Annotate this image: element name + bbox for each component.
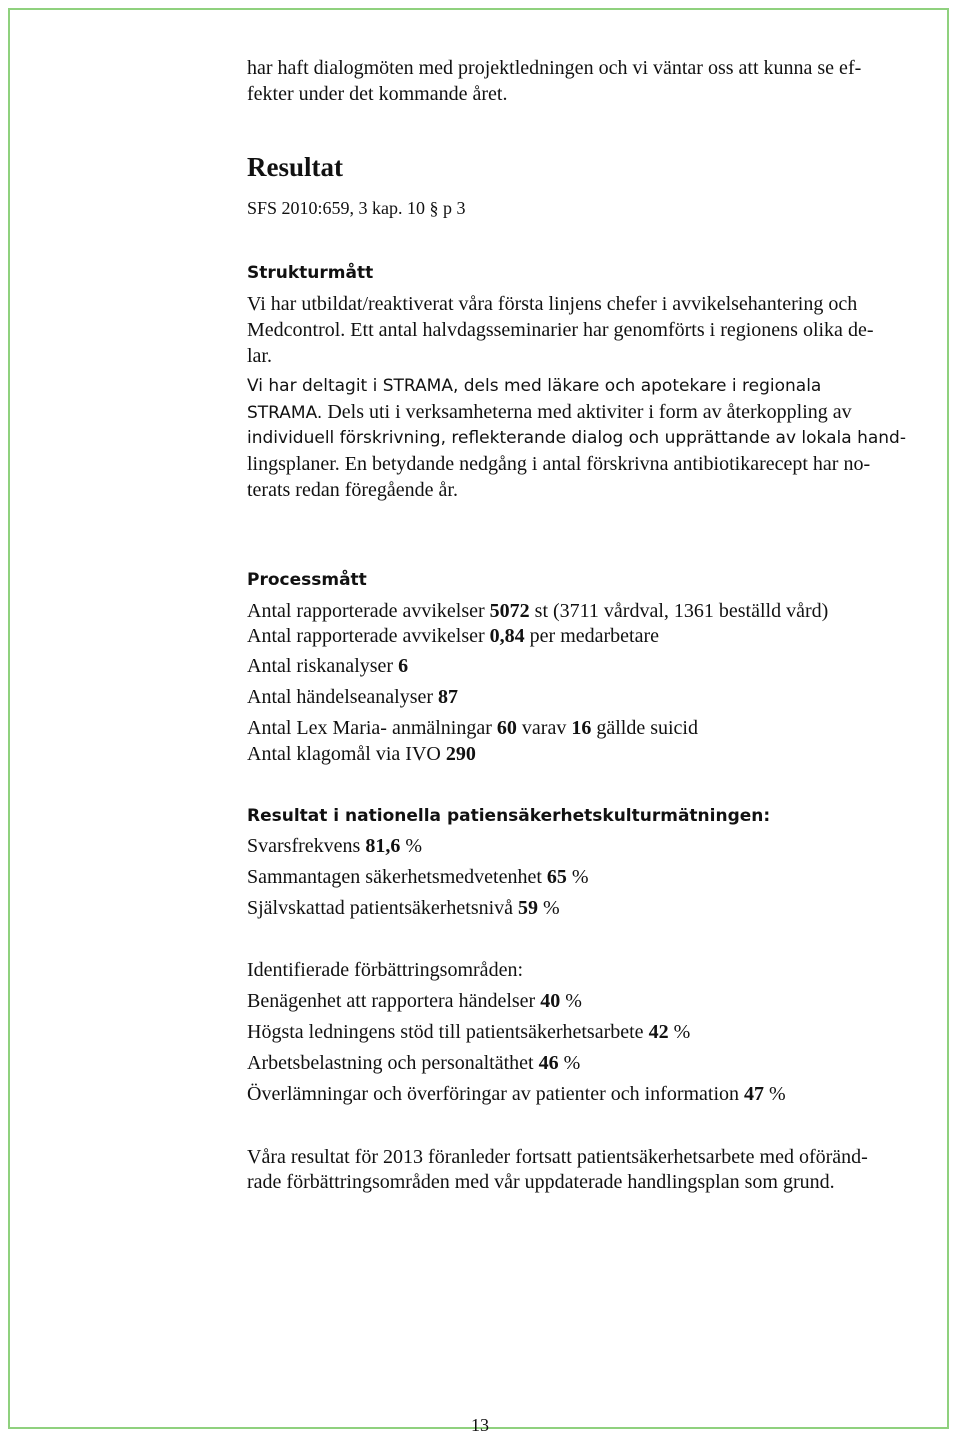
- improvement-suffix: %: [560, 990, 582, 1012]
- page-number: 13: [471, 1415, 489, 1435]
- conclusion-line-1: Våra resultat för 2013 föranleder fortsatt patientsäkerhetsarbete med oföränd-: [247, 1146, 868, 1168]
- culture-value: 65: [546, 866, 567, 888]
- process-item: [247, 624, 659, 648]
- process-item: [247, 685, 458, 709]
- process-item: [247, 599, 828, 623]
- improvement-label: Arbetsbelastning och personaltäthet: [247, 1052, 539, 1074]
- process-value: 5072: [489, 600, 530, 622]
- improvement-value: 46: [538, 1052, 559, 1074]
- conclusion-line-2: rade förbättringsområden med vår uppdaterade handlingsplan som grund.: [247, 1171, 835, 1193]
- process-label: Antal rapporterade avvikelser: [247, 600, 490, 622]
- process-suffix: st (3711 vårdval, 1361 beställd vård): [529, 600, 829, 622]
- improvement-label: Benägenhet att rapportera händelser: [247, 990, 541, 1012]
- sfs-reference: SFS 2010:659, 3 kap. 10 § p 3: [247, 198, 466, 218]
- culture-item: [247, 896, 560, 920]
- culture-suffix: %: [400, 835, 422, 857]
- strama-line-5: terats redan föregående år.: [247, 479, 458, 501]
- culture-value: 59: [518, 897, 539, 919]
- process-label: Antal rapporterade avvikelser: [247, 625, 490, 647]
- process-heading: Processmått: [247, 570, 367, 590]
- culture-value: 81,6: [365, 835, 401, 857]
- strama-line-4: lingsplaner. En betydande nedgång i antal förskrivna antibiotikarecept har no-: [247, 453, 871, 475]
- improvement-item: [247, 1051, 580, 1075]
- structure-line-1: Vi har utbildat/reaktiverat våra första linjens chefer i avvikelsehantering och: [247, 293, 858, 315]
- improvement-label: Högsta ledningens stöd till patientsäkerhetsarbete: [247, 1021, 649, 1043]
- intro-line-2: fekter under det kommande året.: [247, 83, 508, 105]
- process-mid: varav: [516, 717, 572, 739]
- process-value: 6: [398, 655, 409, 677]
- intro-line-1: har haft dialogmöten med projektledningen och vi väntar oss att kunna se ef-: [247, 57, 862, 79]
- culture-heading: Resultat i nationella patiensäkerhetskulturmätningen:: [247, 806, 771, 826]
- strama-line-2: [247, 400, 852, 425]
- improvement-label: Överlämningar och överföringar av patienter och information: [247, 1083, 745, 1105]
- strama-line-1: Vi har deltagit i STRAMA, dels med läkare och apotekare i regionala: [247, 376, 822, 396]
- improvement-suffix: %: [764, 1083, 786, 1105]
- culture-label: Sammantagen säkerhetsmedvetenhet: [247, 866, 547, 888]
- structure-line-2: Medcontrol. Ett antal halvdagsseminarier har genomförts i regionens olika de-: [247, 319, 874, 341]
- process-value: 60: [496, 717, 517, 739]
- process-label: Antal klagomål via IVO: [247, 743, 446, 765]
- improvement-item: [247, 1082, 786, 1106]
- process-value: 0,84: [489, 625, 525, 647]
- improvement-value: 40: [540, 990, 561, 1012]
- process-value: 87: [438, 686, 459, 708]
- strama-line-2-rest: Dels uti i verksamheterna med aktiviter i form av återkoppling av: [322, 401, 852, 423]
- structure-heading: Strukturmått: [247, 263, 374, 283]
- process-label: Antal händelseanalyser: [247, 686, 439, 708]
- process-item: [247, 742, 476, 766]
- process-suffix: per medarbetare: [524, 625, 660, 647]
- culture-item: [247, 865, 589, 889]
- strama-word: STRAMA.: [247, 403, 323, 423]
- culture-suffix: %: [566, 866, 589, 888]
- structure-line-3: lar.: [247, 345, 272, 367]
- culture-item: [247, 834, 422, 858]
- strama-line-3: individuell förskrivning, reflekterande dialog och upprättande av lokala hand-: [247, 428, 906, 448]
- improvement-value: 42: [648, 1021, 669, 1043]
- process-value-2: 16: [571, 717, 592, 739]
- process-label: Antal Lex Maria- anmälningar: [247, 717, 497, 739]
- process-value: 290: [445, 743, 476, 765]
- process-label: Antal riskanalyser: [247, 655, 399, 677]
- process-item: [247, 654, 408, 678]
- improvement-suffix: %: [668, 1021, 691, 1043]
- improvement-value: 47: [744, 1083, 765, 1105]
- process-item: [247, 716, 698, 740]
- improvement-item: [247, 989, 582, 1013]
- result-heading: Resultat: [247, 152, 343, 182]
- culture-label: Svarsfrekvens: [247, 835, 366, 857]
- culture-suffix: %: [538, 897, 560, 919]
- process-suffix: gällde suicid: [591, 717, 698, 739]
- improvement-item: [247, 1020, 690, 1044]
- improvement-heading: Identifierade förbättringsområden:: [247, 959, 523, 981]
- improvement-suffix: %: [558, 1052, 581, 1074]
- culture-label: Självskattad patientsäkerhetsnivå: [247, 897, 519, 919]
